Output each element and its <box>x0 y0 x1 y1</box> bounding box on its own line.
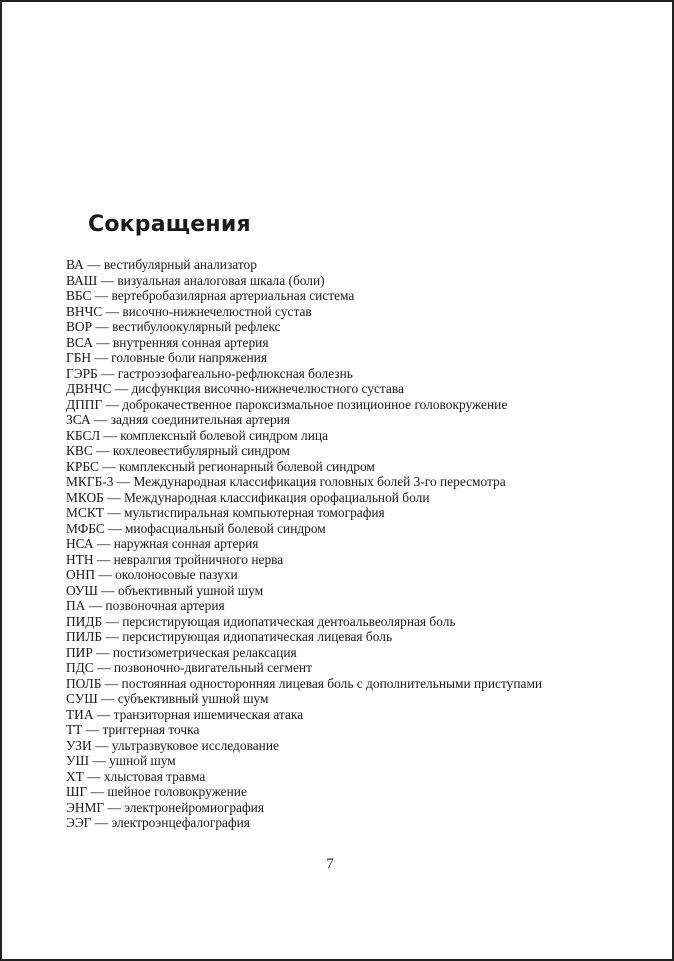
list-item: УЗИ — ультразвуковое исследование <box>66 737 279 753</box>
list-item: ВАШ — визуальная аналоговая шкала (боли) <box>66 272 325 288</box>
list-item: ГЭРБ — гастроэзофагеально-рефлюксная болезнь <box>66 365 353 381</box>
list-item: УШ — ушной шум <box>66 753 176 768</box>
list-item: СУШ — субъективный ушной шум <box>66 691 269 706</box>
list-item: ТТ — триггерная точка <box>66 722 200 737</box>
list-item: ПОЛБ — постоянная односторонняя лицевая боль с дополнительными приступами <box>66 675 543 691</box>
list-item: ВНЧС — височно-нижнечелюстной сустав <box>66 303 312 319</box>
list-item: МФБС — миофасциальный болевой синдром <box>66 520 326 536</box>
page-title: Сокращения <box>88 212 251 237</box>
list-item: НТН — невралгия тройничного нерва <box>66 551 284 567</box>
list-item: ВОР — вестибулоокулярный рефлекс <box>66 319 281 334</box>
abbreviation-list <box>66 257 626 831</box>
list-item: ОНП — околоносовые пазухи <box>66 567 238 582</box>
list-item: НСА — наружная сонная артерия <box>66 536 259 551</box>
list-item: ВСА — внутренняя сонная артерия <box>66 334 269 350</box>
page-number: 7 <box>326 856 334 872</box>
list-item: ЭЭГ — электроэнцефалография <box>66 815 250 830</box>
list-item: ПИДБ — персистирующая идиопатическая дентоальвеолярная боль <box>66 613 456 629</box>
list-item: ПДС — позвоночно-двигательный сегмент <box>66 660 312 675</box>
list-item: МКОБ — Международная классификация орофациальной боли <box>66 489 430 505</box>
list-item: ЗСА — задняя соединительная артерия <box>66 412 290 427</box>
list-item: МСКТ — мультиспиральная компьютерная томография <box>66 505 385 520</box>
list-item: ОУШ — объективный ушной шум <box>66 582 264 598</box>
list-item: ВА — вестибулярный анализатор <box>66 257 257 272</box>
list-item: ДППГ — доброкачественное пароксизмальное позиционное головокружение <box>66 396 508 412</box>
list-item: ПА — позвоночная артерия <box>66 598 225 613</box>
list-item: ВБС — вертебробазилярная артериальная система <box>66 288 355 303</box>
list-item: ГБН — головные боли напряжения <box>66 350 268 365</box>
list-item: МКГБ-3 — Международная классификация головных болей 3-го пересмотра <box>66 474 506 489</box>
list-item: ХТ — хлыстовая травма <box>66 768 206 784</box>
list-item: ТИА — транзиторная ишемическая атака <box>66 706 304 722</box>
list-item: КРБС — комплексный регионарный болевой синдром <box>66 458 375 474</box>
list-item: КВС — кохлеовестибулярный синдром <box>66 443 290 458</box>
list-item: ПИР — постизометрическая релаксация <box>66 644 297 660</box>
list-item: КБСЛ — комплексный болевой синдром лица <box>66 427 329 443</box>
list-item: ПИЛБ — персистирующая идиопатическая лицевая боль <box>66 629 393 644</box>
list-item: ЭНМГ — электронейромиография <box>66 799 264 815</box>
list-item: ШГ — шейное головокружение <box>66 784 247 799</box>
list-item: ДВНЧС — дисфункция височно-нижнечелюстного сустава <box>66 381 404 396</box>
